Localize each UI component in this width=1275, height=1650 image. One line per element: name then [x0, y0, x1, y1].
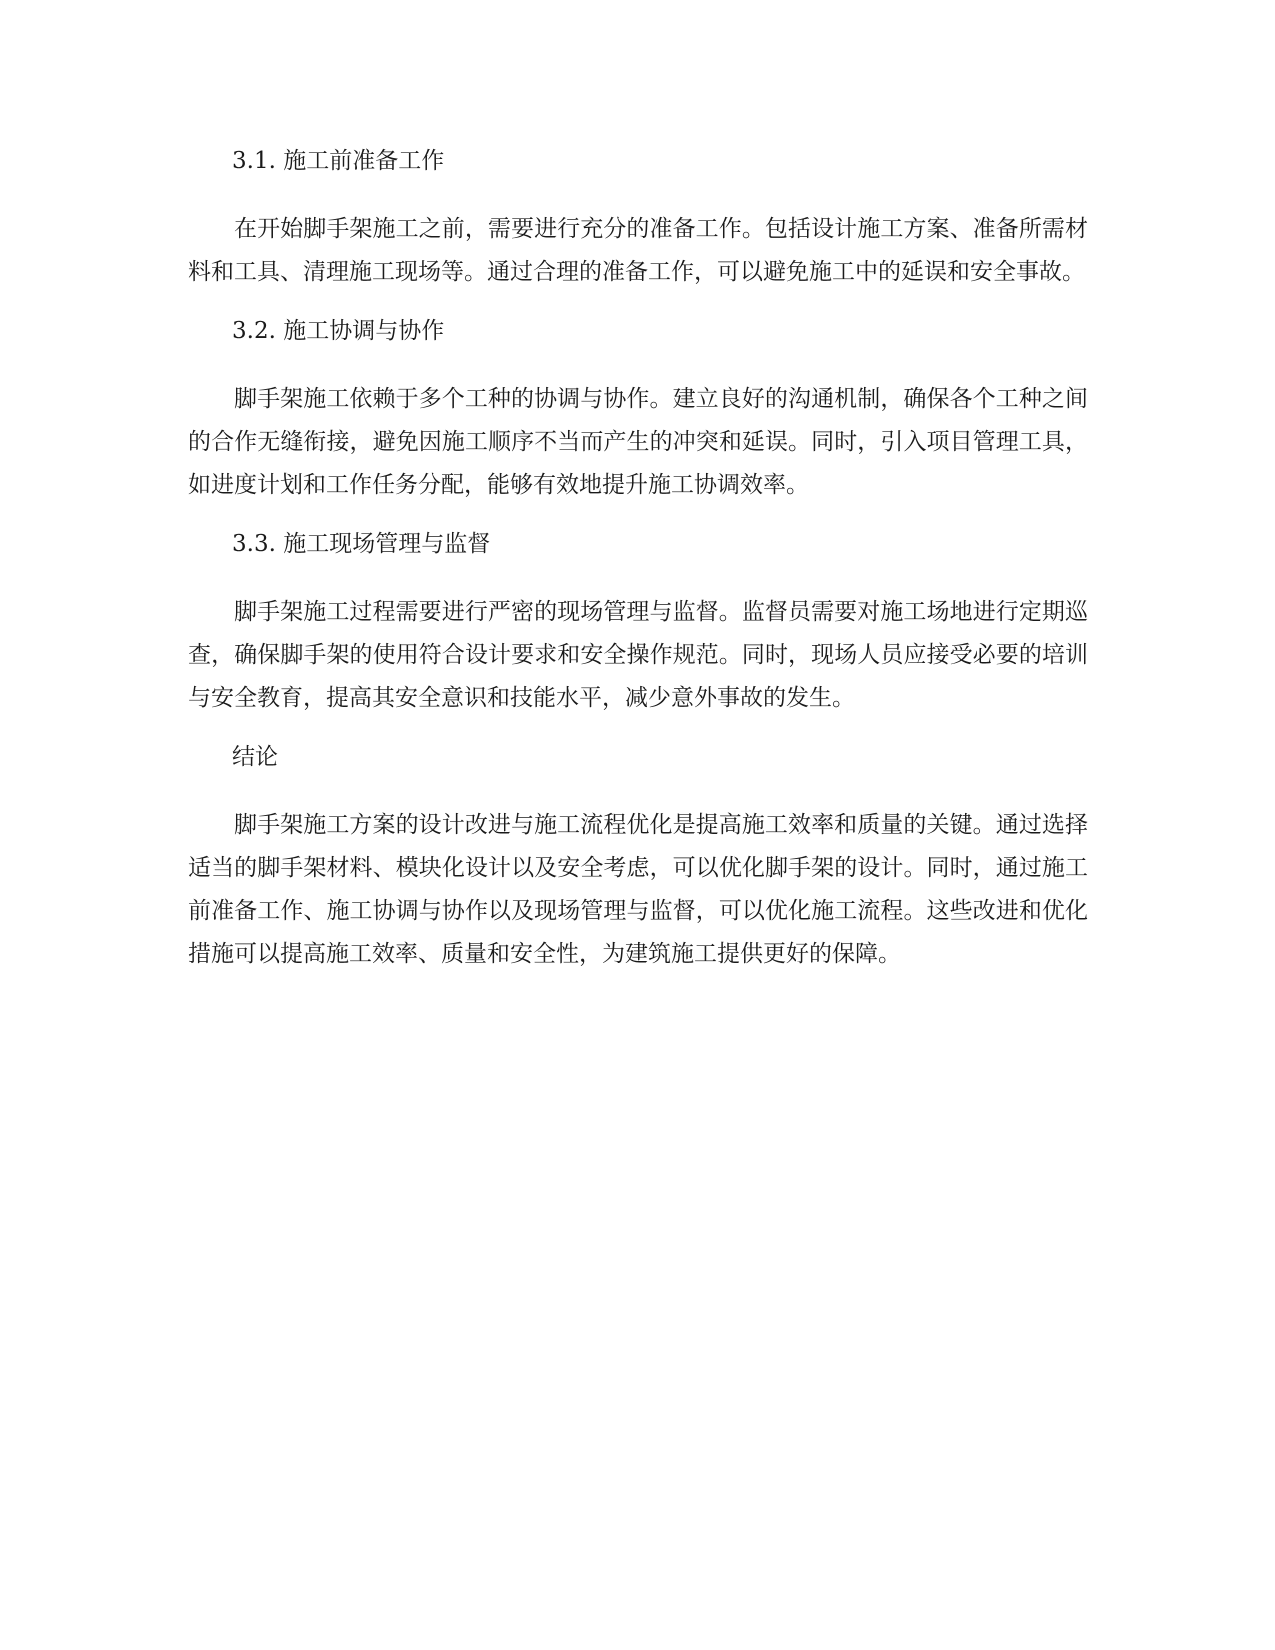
section-paragraph-3-3: 脚手架施工过程需要进行严密的现场管理与监督。监督员需要对施工场地进行定期巡查，确保脚手架的使用符合设计要求和安全操作规范。同时，现场人员应接受必要的培训与安全教育，提高其安全意识和技能水平，减少意外事故的发生。 [188, 599, 1088, 711]
document-body [188, 146, 1088, 998]
section-paragraph-3-2: 脚手架施工依赖于多个工种的协调与协作。建立良好的沟通机制，确保各个工种之间的合作无缝衔接，避免因施工顺序不当而产生的冲突和延误。同时，引入项目管理工具，如进度计划和工作任务分配，能够有效地提升施工协调效率。 [188, 386, 1088, 498]
section-heading-3-3: 3.3. 施工现场管理与监督 [232, 531, 491, 557]
section-paragraph-3-1: 在开始脚手架施工之前，需要进行充分的准备工作。包括设计施工方案、准备所需材料和工具、清理施工现场等。通过合理的准备工作，可以避免施工中的延误和安全事故。 [188, 216, 1088, 285]
section-heading-3-2: 3.2. 施工协调与协作 [232, 318, 445, 344]
conclusion-paragraph: 脚手架施工方案的设计改进与施工流程优化是提高施工效率和质量的关键。通过选择适当的脚手架材料、模块化设计以及安全考虑，可以优化脚手架的设计。同时，通过施工前准备工作、施工协调与协作以及现场管理与监督，可以优化施工流程。这些改进和优化措施可以提高施工效率、质量和安全性，为建筑施工提供更好的保障。 [188, 812, 1088, 967]
conclusion-heading: 结论 [232, 744, 278, 770]
section-heading-3-1: 3.1. 施工前准备工作 [232, 148, 445, 174]
